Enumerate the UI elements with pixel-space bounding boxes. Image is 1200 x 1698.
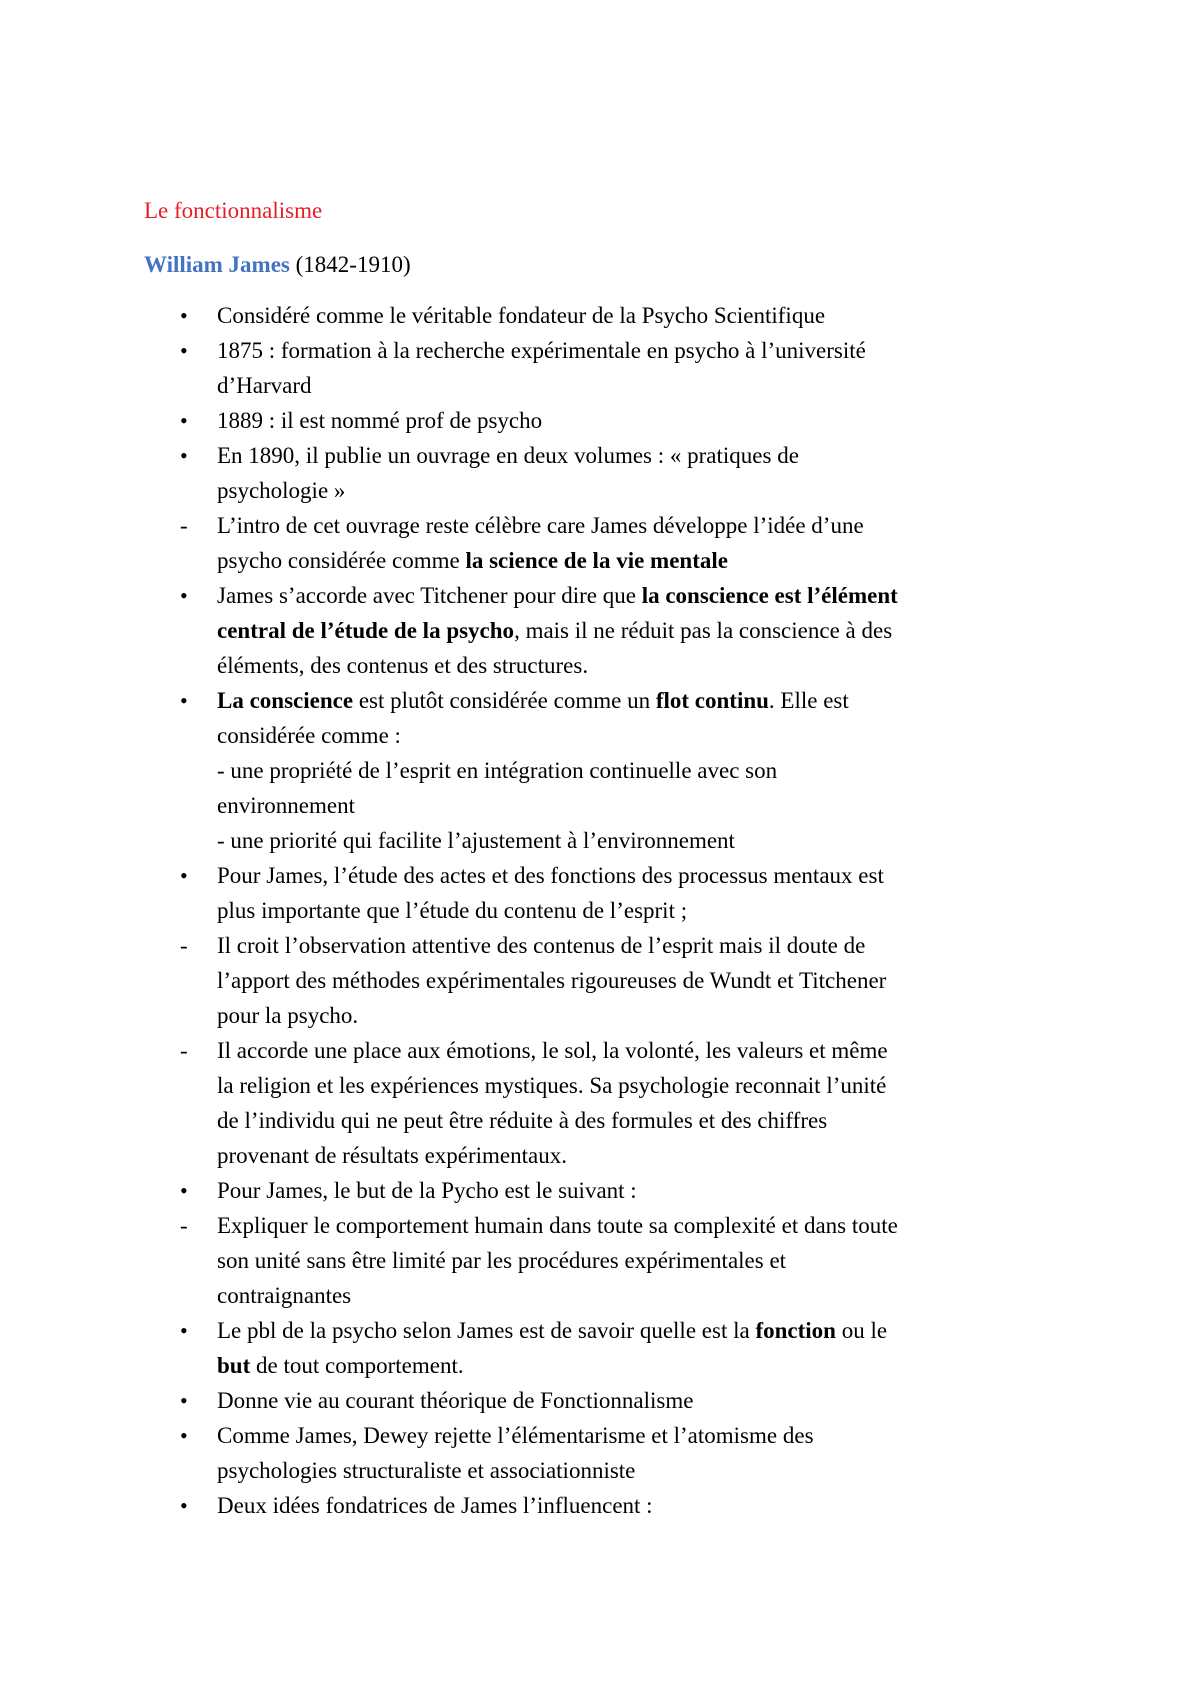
text-line <box>217 823 1067 858</box>
text-line <box>217 298 1067 333</box>
text-run: Considéré comme le véritable fondateur de la Psycho Scientifique <box>217 303 826 328</box>
emphasis-text: la science de la vie mentale <box>465 548 728 573</box>
text-line <box>217 1383 1067 1418</box>
text-line <box>217 1138 1067 1173</box>
emphasis-text: central de l’étude de la psycho <box>217 618 515 643</box>
text-run: Il croit l’observation attentive des contenus de l’esprit mais il doute de <box>217 933 866 958</box>
text-line <box>217 893 1067 928</box>
text-line <box>217 753 1067 788</box>
text-line <box>217 1418 1067 1453</box>
list-item <box>0 298 1067 333</box>
text-line <box>217 1243 1067 1278</box>
text-line <box>217 963 1067 998</box>
text-run: Deux idées fondatrices de James l’influencent : <box>217 1493 653 1518</box>
text-line <box>217 1488 1067 1523</box>
text-line <box>217 1208 1067 1243</box>
text-run: l’apport des méthodes expérimentales rigoureuses de Wundt et Titchener <box>217 968 887 993</box>
list-item <box>0 508 1067 578</box>
text-run: . Elle est <box>768 688 849 713</box>
text-run: psycho considérée comme <box>217 548 466 573</box>
document-title: Le fonctionnalisme <box>144 198 323 223</box>
text-line <box>217 788 1067 823</box>
list-item <box>0 403 1067 438</box>
text-line <box>217 718 1067 753</box>
bullet-marker: • <box>180 1388 188 1413</box>
text-line <box>217 578 1067 613</box>
emphasis-text: La conscience <box>217 688 354 713</box>
emphasis-text: la conscience est l’élément <box>641 583 898 608</box>
emphasis-text: flot continu <box>655 688 769 713</box>
text-line <box>217 438 1067 473</box>
bullet-marker: • <box>180 583 188 608</box>
text-line <box>217 858 1067 893</box>
text-line <box>217 333 1067 368</box>
text-run: est plutôt considérée comme un <box>353 688 656 713</box>
notes-list <box>0 298 1200 1523</box>
text-line <box>217 473 1067 508</box>
text-run: plus importante que l’étude du contenu de l’esprit ; <box>217 898 688 923</box>
text-run: L’intro de cet ouvrage reste célèbre care James développe l’idée d’une <box>217 513 864 538</box>
list-item <box>0 683 1067 858</box>
text-line <box>217 368 1067 403</box>
text-run: Pour James, l’étude des actes et des fonctions des processus mentaux est <box>217 863 884 888</box>
text-run: provenant de résultats expérimentaux. <box>217 1143 567 1168</box>
text-run: la religion et les expériences mystiques. Sa psychologie reconnait l’unité <box>217 1073 887 1098</box>
text-run: psychologie » <box>217 478 346 503</box>
text-line <box>217 1173 1067 1208</box>
author-heading <box>144 250 411 280</box>
text-line <box>217 1103 1067 1138</box>
dash-marker: - <box>180 513 188 538</box>
list-item <box>0 1313 1067 1383</box>
list-item <box>0 578 1067 683</box>
bullet-marker: • <box>180 688 188 713</box>
text-run: contraignantes <box>217 1283 352 1308</box>
text-run: de l’individu qui ne peut être réduite à des formules et des chiffres <box>217 1108 828 1133</box>
bullet-marker: • <box>180 303 188 328</box>
emphasis-text: but <box>217 1353 251 1378</box>
text-run: ou le <box>835 1318 888 1343</box>
list-item <box>0 1173 1067 1208</box>
emphasis-text: fonction <box>755 1318 836 1343</box>
dash-marker: - <box>180 933 188 958</box>
bullet-marker: • <box>180 1493 188 1518</box>
bullet-marker: • <box>180 1423 188 1448</box>
list-item <box>0 1033 1067 1173</box>
text-run: son unité sans être limité par les procédures expérimentales et <box>217 1248 787 1273</box>
text-line <box>217 1278 1067 1313</box>
text-line <box>217 928 1067 963</box>
bullet-marker: • <box>180 338 188 363</box>
text-line <box>217 613 1067 648</box>
text-run: En 1890, il publie un ouvrage en deux volumes : « pratiques de <box>217 443 799 468</box>
list-item <box>0 1383 1067 1418</box>
text-line <box>217 508 1067 543</box>
text-run: 1889 : il est nommé prof de psycho <box>217 408 543 433</box>
dash-marker: - <box>180 1213 188 1238</box>
dash-marker: - <box>180 1038 188 1063</box>
list-item <box>0 1418 1067 1488</box>
text-run: environnement <box>217 793 355 818</box>
list-item <box>0 928 1067 1033</box>
list-item <box>0 858 1067 928</box>
author-name: William James <box>144 252 290 277</box>
text-run: d’Harvard <box>217 373 312 398</box>
text-run: éléments, des contenus et des structures. <box>217 653 589 678</box>
text-run: considérée comme : <box>217 723 401 748</box>
text-run: - une priorité qui facilite l’ajustement à l’environnement <box>217 828 735 853</box>
text-line <box>217 1068 1067 1103</box>
text-line <box>217 1453 1067 1488</box>
bullet-marker: • <box>180 443 188 468</box>
text-line <box>217 1313 1067 1348</box>
text-run: 1875 : formation à la recherche expérimentale en psycho à l’université <box>217 338 866 363</box>
bullet-marker: • <box>180 863 188 888</box>
author-dates: (1842-1910) <box>289 252 411 277</box>
text-run: Expliquer le comportement humain dans toute sa complexité et dans toute <box>217 1213 898 1238</box>
bullet-marker: • <box>180 1318 188 1343</box>
text-run: pour la psycho. <box>217 1003 359 1028</box>
text-run: Il accorde une place aux émotions, le sol, la volonté, les valeurs et même <box>217 1038 888 1063</box>
text-line <box>217 1348 1067 1383</box>
bullet-marker: • <box>180 1178 188 1203</box>
list-item <box>0 1208 1067 1313</box>
text-run: , mais il ne réduit pas la conscience à des <box>514 618 893 643</box>
text-run: Pour James, le but de la Pycho est le suivant : <box>217 1178 637 1203</box>
text-run: psychologies structuraliste et associationniste <box>217 1458 636 1483</box>
text-line <box>217 543 1067 578</box>
list-item <box>0 438 1067 508</box>
text-line <box>217 1033 1067 1068</box>
text-line <box>217 998 1067 1033</box>
text-line <box>217 648 1067 683</box>
text-run: - une propriété de l’esprit en intégration continuelle avec son <box>217 758 778 783</box>
text-run: de tout comportement. <box>250 1353 464 1378</box>
text-run: Donne vie au courant théorique de Fonctionnalisme <box>217 1388 694 1413</box>
text-line <box>217 683 1067 718</box>
text-run: James s’accorde avec Titchener pour dire que <box>217 583 642 608</box>
text-run: Comme James, Dewey rejette l’élémentarisme et l’atomisme des <box>217 1423 814 1448</box>
list-item <box>0 1488 1067 1523</box>
list-item <box>0 333 1067 403</box>
text-line <box>217 403 1067 438</box>
text-run: Le pbl de la psycho selon James est de savoir quelle est la <box>217 1318 756 1343</box>
bullet-marker: • <box>180 408 188 433</box>
